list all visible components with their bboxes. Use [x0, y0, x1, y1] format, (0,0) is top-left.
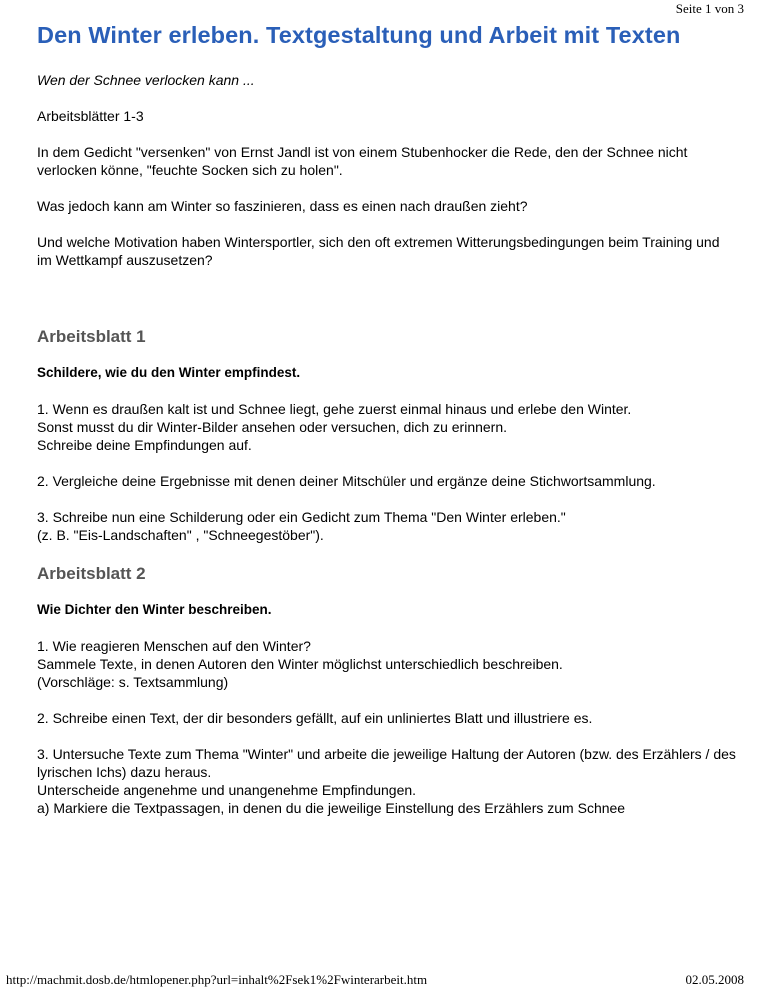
- section-heading-arbeitsblatt-1: Arbeitsblatt 1: [37, 327, 146, 346]
- task-title: Schildere, wie du den Winter empfindest.: [37, 365, 301, 380]
- print-date: 02.05.2008: [685, 972, 744, 987]
- task-line: 2. Vergleiche deine Ergebnisse mit denen deiner Mitschüler und ergänze deine Stichwortsammlung.: [37, 473, 656, 489]
- task-line: 3. Untersuche Texte zum Thema "Winter" und arbeite die jeweilige Haltung der Autoren (bzw. des Erzählers / des lyrischen Ichs) dazu heraus.: [37, 746, 736, 780]
- task-item: [37, 709, 737, 727]
- task-line: a) Markiere die Textpassagen, in denen du die jeweilige Einstellung des Erzählers zum Schnee: [37, 800, 626, 816]
- document-body: [37, 22, 737, 817]
- task-line: 1. Wenn es draußen kalt ist und Schnee liegt, gehe zuerst einmal hinaus und erlebe den Winter.: [37, 401, 632, 417]
- page-indicator: Seite 1 von 3: [675, 1, 744, 16]
- task-line: (Vorschläge: s. Textsammlung): [37, 674, 229, 690]
- intro-paragraph: Und welche Motivation haben Wintersportler, sich den oft extremen Witterungsbedingungen beim Training und im Wettkampf auszusetzen?: [37, 234, 720, 268]
- task-item: [37, 508, 737, 544]
- task-line: Unterscheide angenehme und unangenehme Empfindungen.: [37, 782, 417, 798]
- subtitle: Wen der Schnee verlocken kann ...: [37, 72, 255, 88]
- task-line: 1. Wie reagieren Menschen auf den Winter?: [37, 638, 311, 654]
- task-title: Wie Dichter den Winter beschreiben.: [37, 602, 272, 617]
- page-footer: [6, 972, 744, 988]
- source-url: http://machmit.dosb.de/htmlopener.php?url=inhalt%2Fsek1%2Fwinterarbeit.htm: [6, 972, 428, 987]
- task-item: [37, 400, 737, 454]
- task-line: Sonst musst du dir Winter-Bilder ansehen oder versuchen, dich zu erinnern.: [37, 419, 508, 435]
- task-line: 2. Schreibe einen Text, der dir besonders gefällt, auf ein unliniertes Blatt und illustriere es.: [37, 710, 593, 726]
- task-line: (z. B. "Eis-Landschaften" , "Schneegestöber").: [37, 527, 324, 543]
- intro-paragraph: Was jedoch kann am Winter so faszinieren, dass es einen nach draußen zieht?: [37, 198, 528, 214]
- task-item: [37, 472, 737, 490]
- task-line: Sammele Texte, in denen Autoren den Winter möglichst unterschiedlich beschreiben.: [37, 656, 563, 672]
- page-title: Den Winter erleben. Textgestaltung und Arbeit mit Texten: [37, 22, 681, 48]
- section-heading-arbeitsblatt-2: Arbeitsblatt 2: [37, 564, 146, 583]
- task-item: [37, 637, 737, 691]
- worksheets-line: Arbeitsblätter 1-3: [37, 108, 144, 124]
- task-line: 3. Schreibe nun eine Schilderung oder ein Gedicht zum Thema "Den Winter erleben.": [37, 509, 566, 525]
- task-line: Schreibe deine Empfindungen auf.: [37, 437, 252, 453]
- task-item: [37, 745, 737, 817]
- intro-paragraph: In dem Gedicht "versenken" von Ernst Jandl ist von einem Stubenhocker die Rede, den der Schnee nicht verlocken könne, "feuchte Socken sich zu holen".: [37, 144, 688, 178]
